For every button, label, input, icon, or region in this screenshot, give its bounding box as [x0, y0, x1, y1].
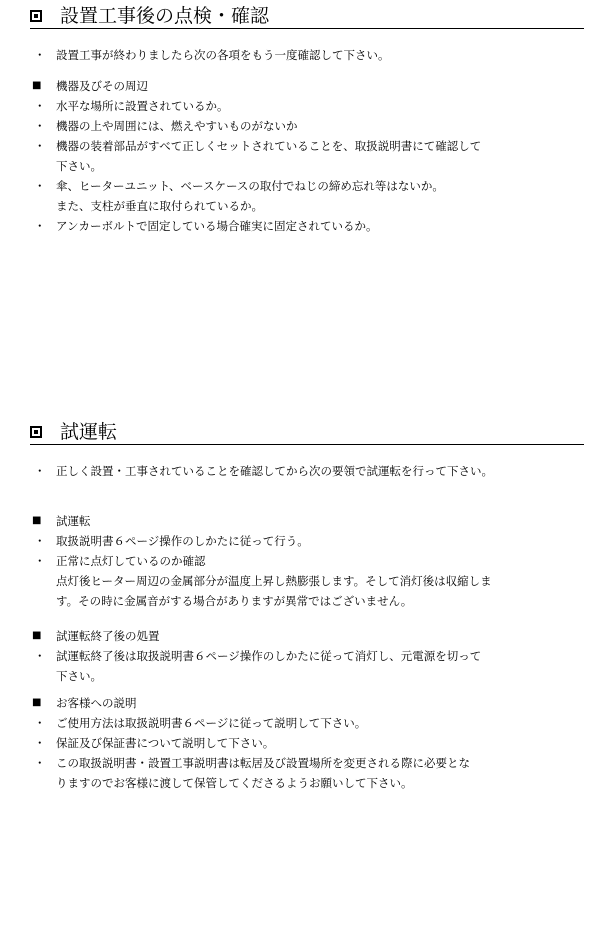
- square-bullet-icon: [30, 10, 42, 22]
- list-item: 機器の上や周囲には、燃えやすいものがないか: [56, 119, 298, 133]
- list-item: ご使用方法は取扱説明書６ページに従って説明して下さい。: [56, 716, 367, 730]
- list-item-continuation: 下さい。: [56, 669, 102, 683]
- bullet-dot-icon: ・: [34, 756, 46, 770]
- list-item: この取扱説明書・設置工事説明書は転居及び設置場所を変更される際に必要とな: [56, 756, 470, 770]
- list-item: アンカーボルトで固定している場合確実に固定されているか。: [56, 219, 378, 233]
- section-title: 試運転: [60, 421, 118, 443]
- section-title: 設置工事後の点検・確認: [60, 5, 270, 27]
- list-item-continuation: す。その時に金属音がする場合がありますが異常ではございません。: [56, 594, 413, 608]
- list-item: 取扱説明書６ページ操作のしかたに従って行う。: [56, 534, 309, 548]
- intro-text: 正しく設置・工事されていることを確認してから次の要領で試運転を行って下さい。: [56, 464, 493, 478]
- group-title: 機器及びその周辺: [56, 79, 148, 93]
- group-title: 試運転終了後の処置: [56, 629, 160, 643]
- bullet-dot-icon: ・: [34, 649, 46, 663]
- list-item: 機器の装着部品がすべて正しくセットされていることを、取扱説明書にて確認して: [56, 139, 482, 153]
- bullet-dot-icon: ・: [34, 736, 46, 750]
- bullet-dot-icon: ・: [34, 464, 46, 478]
- square-bullet-icon: ■: [32, 697, 42, 708]
- square-bullet-icon: [30, 426, 42, 438]
- bullet-dot-icon: ・: [34, 139, 46, 153]
- list-item: 保証及び保証書について説明して下さい。: [56, 736, 275, 750]
- list-item: 正常に点灯しているのか確認: [56, 554, 206, 568]
- bullet-dot-icon: ・: [34, 554, 46, 568]
- intro-text: 設置工事が終わりましたら次の各項をもう一度確認して下さい。: [56, 48, 390, 62]
- bullet-dot-icon: ・: [34, 119, 46, 133]
- bullet-dot-icon: ・: [34, 716, 46, 730]
- bullet-dot-icon: ・: [34, 219, 46, 233]
- list-item-continuation: 下さい。: [56, 159, 102, 173]
- square-bullet-icon: ■: [32, 630, 42, 641]
- bullet-dot-icon: ・: [34, 48, 46, 62]
- bullet-dot-icon: ・: [34, 534, 46, 548]
- list-item: 水平な場所に設置されているか。: [56, 99, 229, 113]
- list-item-continuation: 点灯後ヒーター周辺の金属部分が温度上昇し熱膨張します。そして消灯後は収縮しま: [56, 574, 492, 588]
- group-title: お客様への説明: [56, 696, 137, 710]
- bullet-dot-icon: ・: [34, 99, 46, 113]
- list-item-continuation: りますのでお客様に渡して保管してくださるようお願いして下さい。: [56, 776, 413, 790]
- square-bullet-icon: ■: [32, 515, 42, 526]
- list-item: 試運転終了後は取扱説明書６ページ操作のしかたに従って消灯し、元電源を切って: [56, 649, 482, 663]
- section-heading: [30, 6, 584, 29]
- list-item-continuation: また、支柱が垂直に取付られているか。: [56, 199, 263, 213]
- square-bullet-icon: ■: [32, 80, 42, 91]
- group-title: 試運転: [56, 514, 91, 528]
- bullet-dot-icon: ・: [34, 179, 46, 193]
- section-heading: [30, 422, 584, 445]
- list-item: 傘、ヒーターユニット、ベースケースの取付でねじの締め忘れ等はないか。: [56, 179, 444, 193]
